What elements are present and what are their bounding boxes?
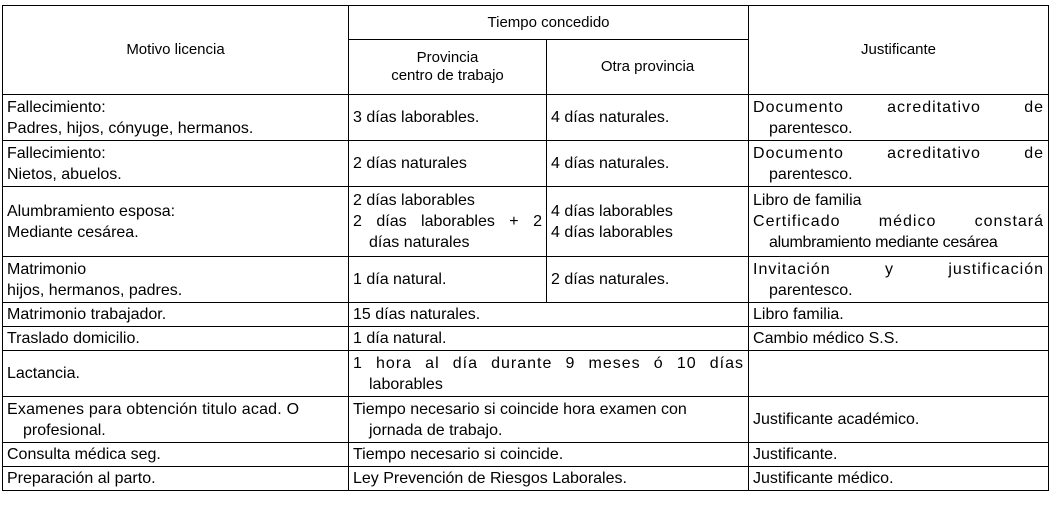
cell-tiempo: 15 días naturales. bbox=[349, 303, 749, 327]
header-motivo: Motivo licencia bbox=[3, 6, 349, 95]
cell-justificante: Justificante médico. bbox=[749, 467, 1049, 491]
table-row bbox=[3, 467, 1049, 491]
table-row bbox=[3, 95, 1049, 141]
licencias-table bbox=[2, 5, 1049, 491]
table-row bbox=[3, 257, 1049, 303]
table-row bbox=[3, 351, 1049, 397]
cell-motivo: Examenes para obtención titulo acad. O profesional. bbox=[3, 397, 349, 443]
header-otra-provincia: Otra provincia bbox=[547, 40, 749, 95]
cell-tiempo: Tiempo necesario si coincide hora examen con jornada de trabajo. bbox=[349, 397, 749, 443]
cell-justificante: Cambio médico S.S. bbox=[749, 327, 1049, 351]
header-provincia-l2: centro de trabajo bbox=[391, 67, 504, 84]
table-row bbox=[3, 443, 1049, 467]
cell-motivo: Matrimonio hijos, hermanos, padres. bbox=[3, 257, 349, 303]
header-justificante: Justificante bbox=[749, 6, 1049, 95]
cell-motivo: Alumbramiento esposa: Mediante cesárea. bbox=[3, 187, 349, 257]
cell-provincia: 3 días laborables. bbox=[349, 95, 547, 141]
cell-motivo: Consulta médica seg. bbox=[3, 443, 349, 467]
cell-tiempo: 1 día natural. bbox=[349, 327, 749, 351]
table-row bbox=[3, 397, 1049, 443]
cell-justificante bbox=[749, 351, 1049, 397]
cell-motivo: Lactancia. bbox=[3, 351, 349, 397]
table-row bbox=[3, 303, 1049, 327]
cell-tiempo: Ley Prevención de Riesgos Laborales. bbox=[349, 467, 749, 491]
cell-justificante: Justificante académico. bbox=[749, 397, 1049, 443]
cell-otra-provincia: 4 días laborables 4 días laborables bbox=[547, 187, 749, 257]
cell-motivo: Traslado domicilio. bbox=[3, 327, 349, 351]
cell-justificante: Documento acreditativo de parentesco. bbox=[749, 95, 1049, 141]
cell-motivo: Fallecimiento: Nietos, abuelos. bbox=[3, 141, 349, 187]
header-tiempo: Tiempo concedido bbox=[349, 6, 749, 40]
table-row bbox=[3, 141, 1049, 187]
cell-otra-provincia: 2 días naturales. bbox=[547, 257, 749, 303]
cell-justificante: Libro de familia Certificado médico constará alumbramiento mediante cesárea bbox=[749, 187, 1049, 257]
cell-motivo: Preparación al parto. bbox=[3, 467, 349, 491]
cell-tiempo: 1 hora al día durante 9 meses ó 10 días laborables bbox=[349, 351, 749, 397]
header-provincia-l1: Provincia bbox=[416, 49, 479, 66]
cell-motivo: Fallecimiento: Padres, hijos, cónyuge, hermanos. bbox=[3, 95, 349, 141]
table-row bbox=[3, 187, 1049, 257]
cell-provincia: 2 días laborables 2 días laborables + 2 días naturales bbox=[349, 187, 547, 257]
header-provincia bbox=[349, 40, 547, 95]
cell-provincia: 2 días naturales bbox=[349, 141, 547, 187]
cell-provincia: 1 día natural. bbox=[349, 257, 547, 303]
cell-justificante: Libro familia. bbox=[749, 303, 1049, 327]
cell-justificante: Justificante. bbox=[749, 443, 1049, 467]
cell-tiempo: Tiempo necesario si coincide. bbox=[349, 443, 749, 467]
cell-otra-provincia: 4 días naturales. bbox=[547, 141, 749, 187]
cell-motivo: Matrimonio trabajador. bbox=[3, 303, 349, 327]
cell-otra-provincia: 4 días naturales. bbox=[547, 95, 749, 141]
cell-justificante: Documento acreditativo de parentesco. bbox=[749, 141, 1049, 187]
table-row bbox=[3, 327, 1049, 351]
header-row bbox=[3, 6, 1049, 40]
cell-justificante: Invitación y justificación parentesco. bbox=[749, 257, 1049, 303]
